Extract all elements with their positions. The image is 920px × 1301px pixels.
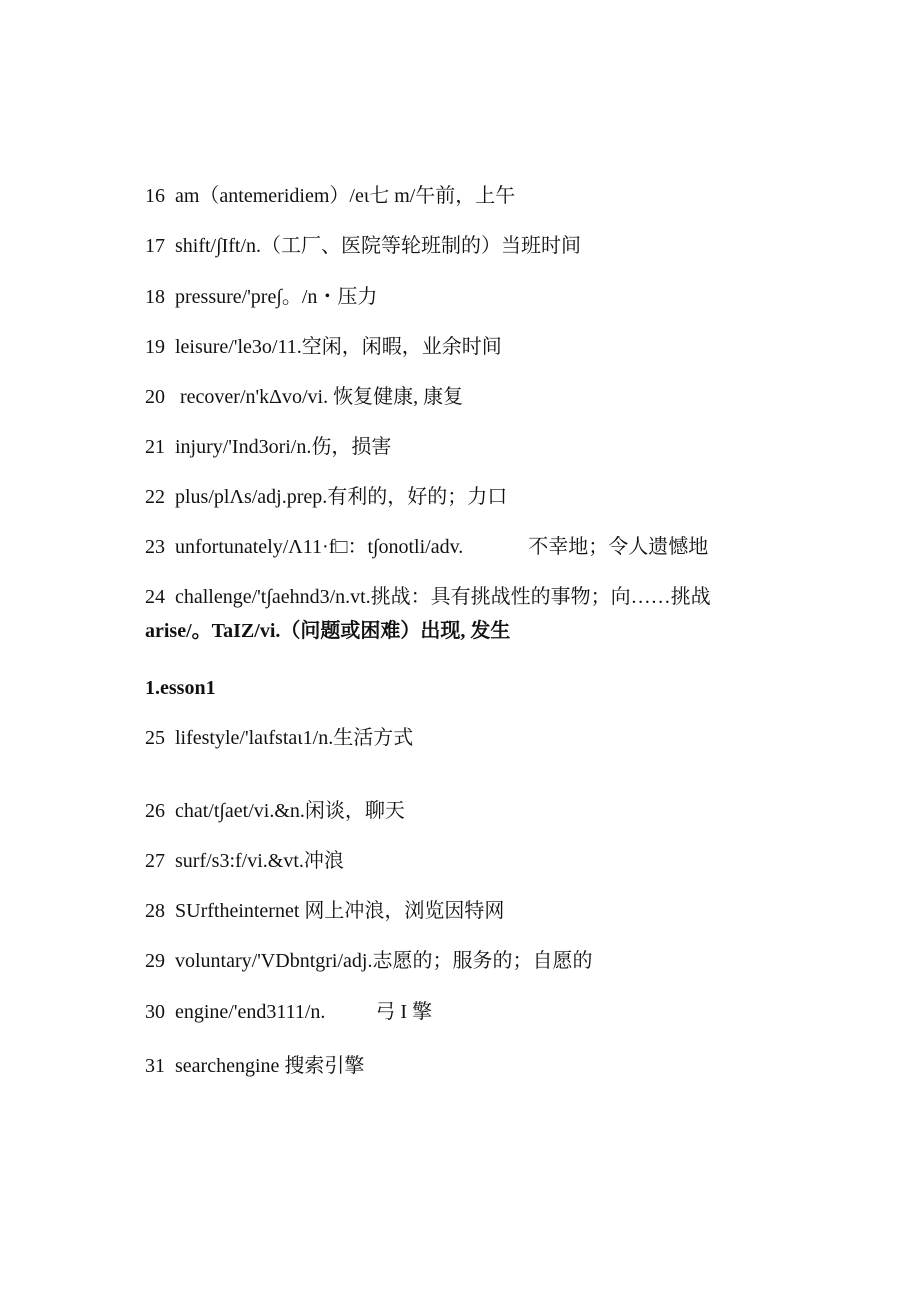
vocab-entry-26: 26 chat/t∫aet/vi.&n.闲谈，聊天: [145, 800, 405, 822]
vocab-entry-21: 21 injury/'Ind3ori/n.伤，损害: [145, 436, 392, 458]
vocab-entry-25: 25 lifestyle/'laιfstaι1/n.生活方式: [145, 727, 414, 749]
vocab-entry-28: 28 SUrftheinternet 网上冲浪，浏览因特网: [145, 900, 505, 922]
vocab-entry-arise: arise/。TaIZ/vi.（问题或困难）出现, 发生: [145, 620, 511, 642]
vocab-entry-22: 22 plus/plΛs/adj.prep.有利的，好的；力口: [145, 486, 508, 508]
vocab-entry-24: 24 challenge/'t∫aehnd3/n.vt.挑战：具有挑战性的事物；向……挑战: [145, 586, 711, 608]
vocab-entry-16: 16 am（antemeridiem）/eι七 m/午前，上午: [145, 185, 516, 207]
vocab-entry-23: 23 unfortunately/Λ11·f□：t∫onotli/adv. 不幸地；令人遗憾地: [145, 536, 709, 558]
vocab-entry-20: 20 recover/n'kΔvo/vi. 恢复健康, 康复: [145, 386, 464, 408]
vocab-entry-31: 31 searchengine 搜索引擎: [145, 1055, 365, 1077]
vocab-entry-29: 29 voluntary/'VDbntgri/adj.志愿的；服务的；自愿的: [145, 950, 593, 972]
vocab-entry-18: 18 pressure/'pre∫。/n・压力: [145, 286, 378, 308]
vocab-entry-17: 17 shift/∫Ift/n.（工厂、医院等轮班制的）当班时间: [145, 235, 582, 257]
lesson-heading: 1.esson1: [145, 677, 216, 699]
vocab-entry-27: 27 surf/s3:f/vi.&vt.冲浪: [145, 850, 344, 872]
vocab-entry-19: 19 leisure/'le3o/11.空闲，闲暇，业余时间: [145, 336, 502, 358]
vocab-entry-30: 30 engine/'end3111/n. 弓 I 擎: [145, 1001, 433, 1023]
